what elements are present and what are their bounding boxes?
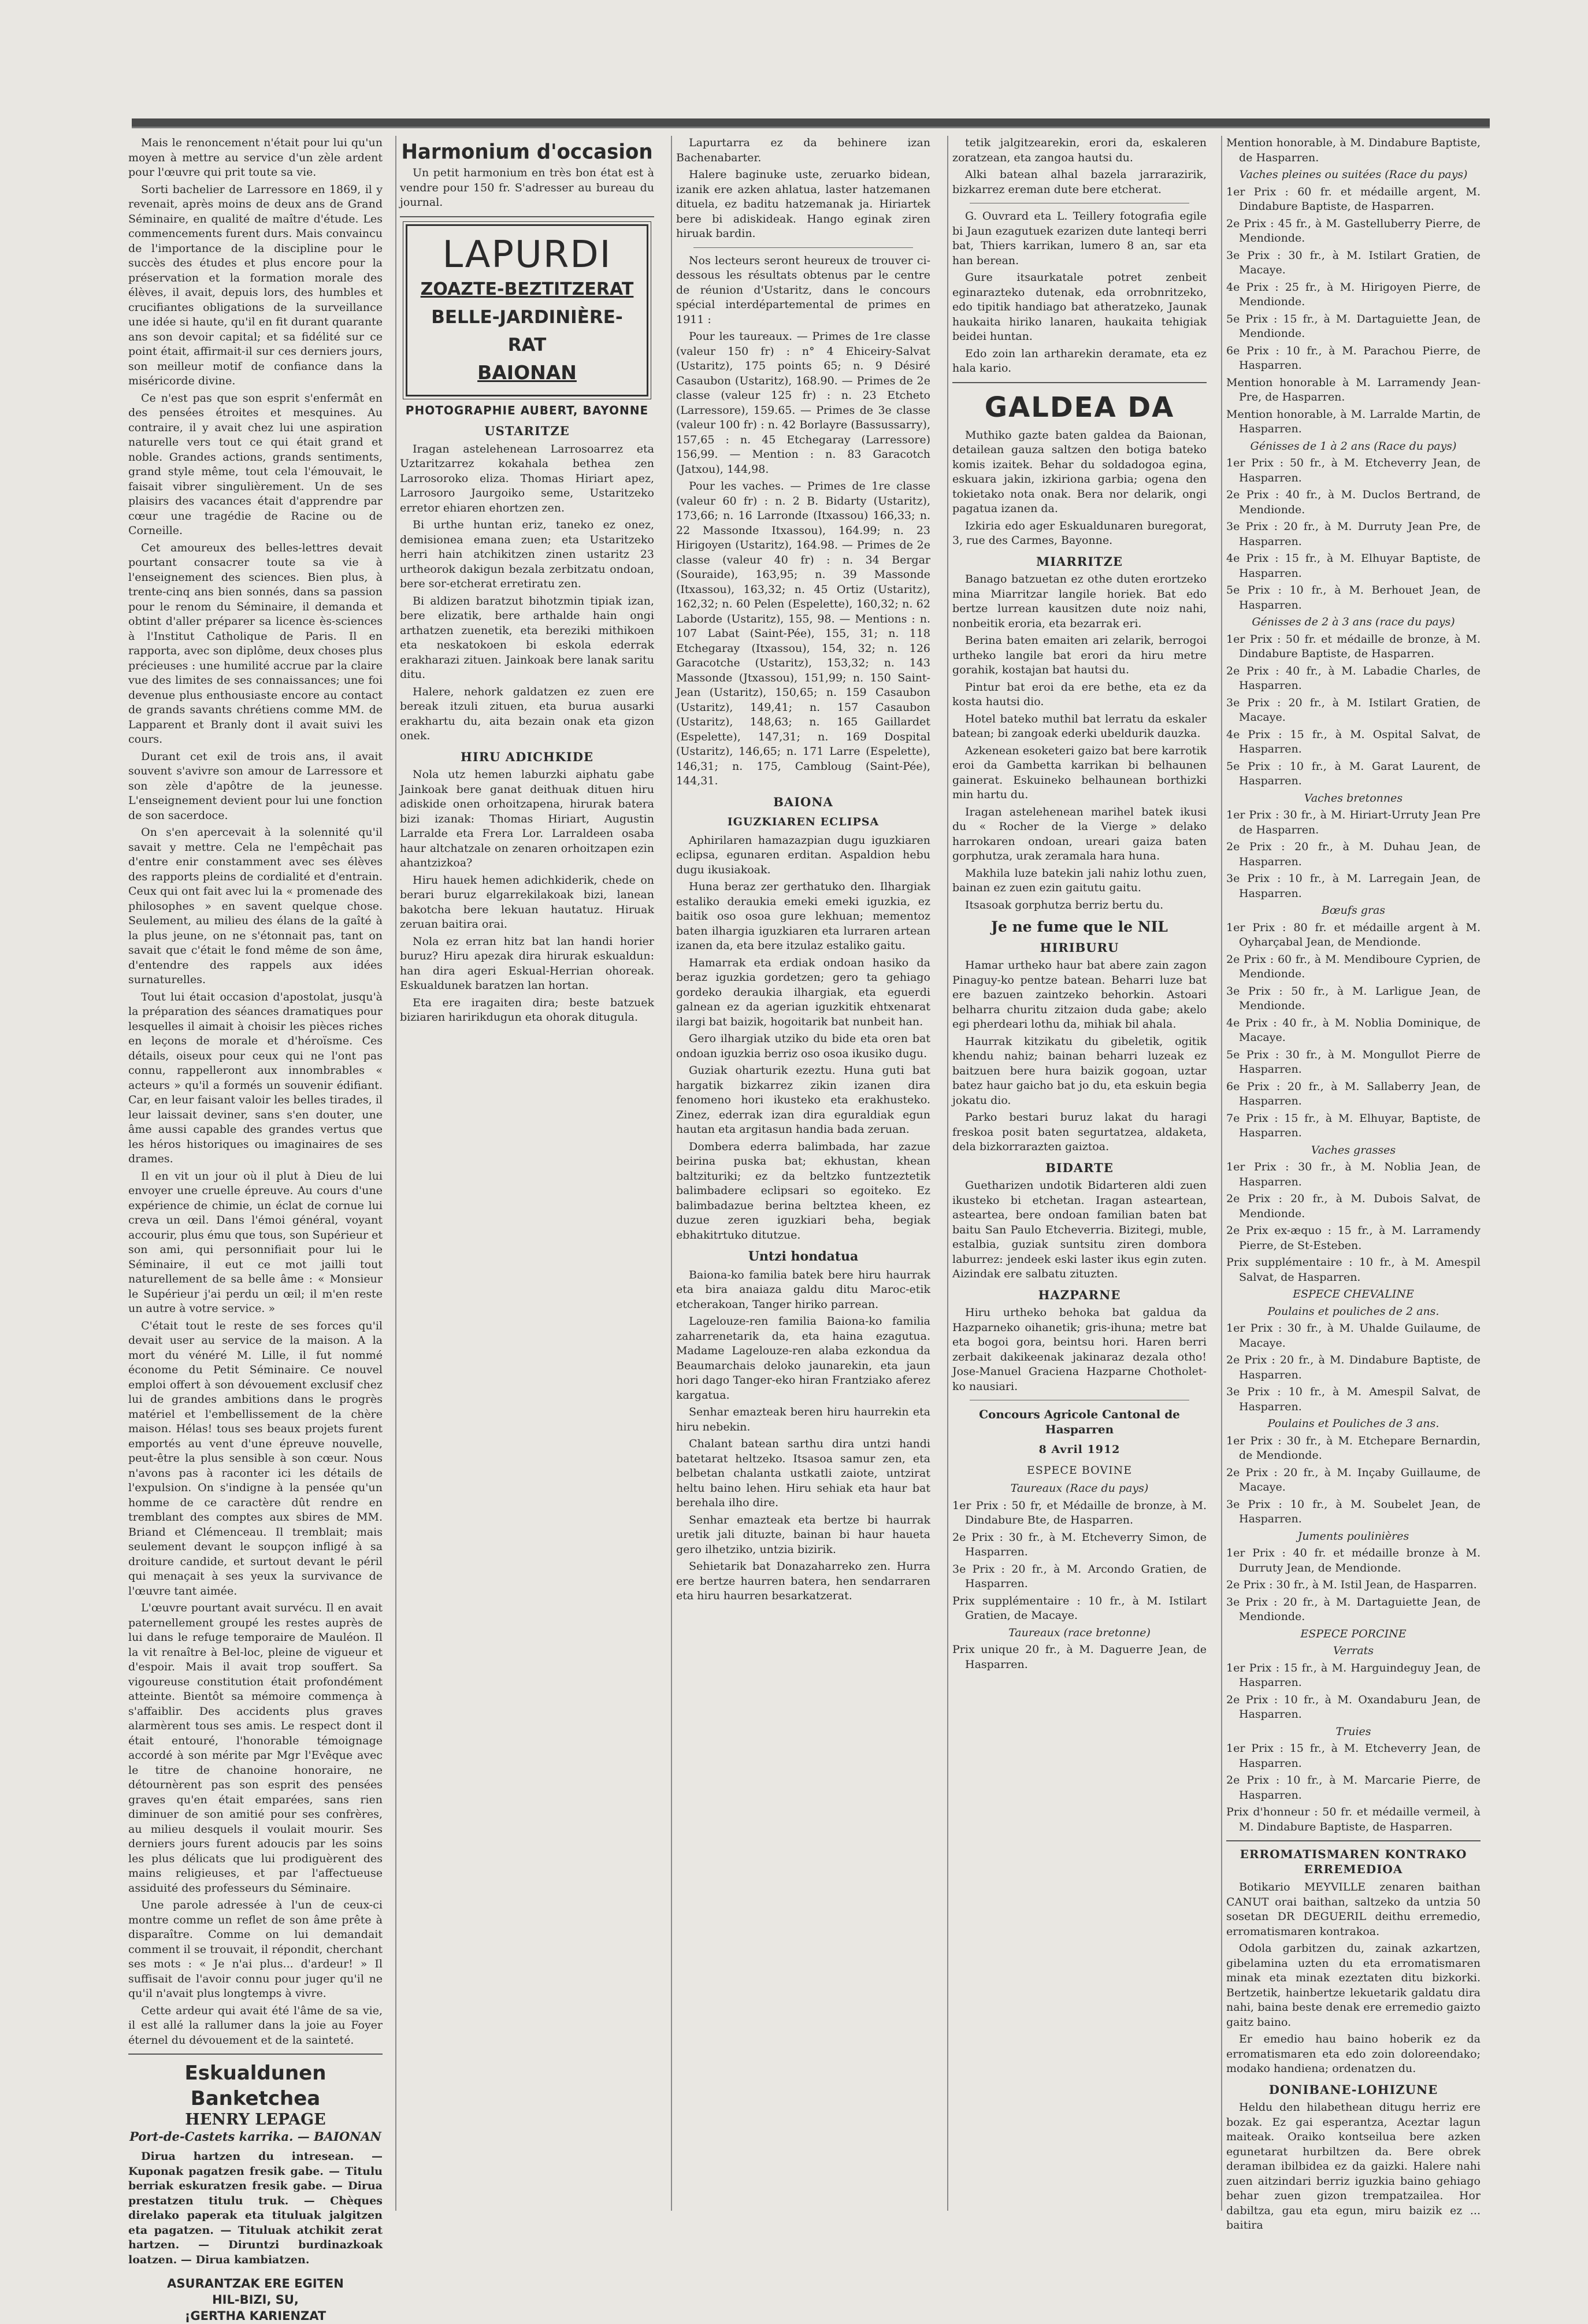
- concours-category: ESPECE BOVINE: [1026, 1463, 1133, 1477]
- column-divider: [947, 136, 948, 2211]
- article-paragraph: Baiona-ko familia batek bere hiru haurrak eta bira anaiaza galdu ditu Maroc-etik etcherakoan, Tanger hiriko parrean.: [676, 1268, 930, 1311]
- prize-category: Bœufs gras: [1321, 904, 1386, 917]
- prize-entry: Mention honorable, à M. Dindabure Baptiste, de Hasparren.: [1226, 136, 1481, 164]
- concours-subcategory: Taureaux (Race du pays): [1010, 1482, 1149, 1495]
- prize-category: Génisses de 1 à 2 ans (Race du pays): [1250, 439, 1457, 453]
- article-paragraph: Botikario MEYVILLE zenaren baithan CANUT orai baithan, saltzeko da untzia 50 sosetan DR DEGUERIL deithu erremedio, erromatismaren kontrakoa.: [1226, 1881, 1481, 1938]
- prize-entry: 1er Prix : 40 fr. et médaille bronze à M. Durruty Jean, de Mendionde.: [1226, 1547, 1481, 1574]
- prize-entry: 6e Prix : 10 fr., à M. Parachou Pierre, de Hasparren.: [1226, 344, 1481, 372]
- article-paragraph: Odola garbitzen du, zainak azkartzen, gibelamina uzten du eta erromatismaren minak eta minak ezeztaten ditu bizkorki. Bertzetik, hainbertze lekuetarik galdatu dira nahi, baina beste denak ere erremedio gaizto gaitz baino.: [1226, 1942, 1481, 2029]
- bank-address: Port-de-Castets karrika. — BAIONAN: [129, 2129, 381, 2144]
- section-title: Untzi hondatua: [748, 1249, 859, 1264]
- prize-category: Vaches grasses: [1311, 1143, 1396, 1157]
- article-paragraph: Parko bestari buruz lakat du haragi freskoa posit baten segurtatzea, aldaketa, dela bizkorrarazten gaiztoa.: [952, 1111, 1207, 1153]
- separator: [128, 2054, 383, 2055]
- article-paragraph: Bi urthe huntan eriz, taneko ez onez, demisionea emana zuen; eta Ustaritzeko herri hain atchikitzen zinen ustaritz 23 urtheorok dakigun bezala zerbitzatu ondoan, bere sor-etcherat erretiratu zen.: [400, 518, 654, 590]
- article-paragraph: Iragan astelehenean Larrosoarrez eta Uztaritzarrez kokahala bethea zen Larrosoroko eliza. Thomas Hiriart apez, Larrosoro Jaurgoiko seme, Ustaritzeko erretor ehiaren ehortzen zen.: [400, 442, 654, 514]
- prize-category: ESPECE CHEVALINE: [1293, 1288, 1414, 1300]
- prize-entry: 2e Prix : 10 fr., à M. Marcarie Pierre, de Hasparren.: [1226, 1774, 1481, 1802]
- article-paragraph: Alki batean alhal bazela jarrarazirik, bizkarrez ereman dute bere etcherat.: [952, 168, 1207, 196]
- harmonium-title: Harmonium d'occasion: [401, 140, 653, 164]
- concours-title: Concours Agricole Cantonal de Hasparren: [979, 1407, 1180, 1436]
- article-paragraph: Ce n'est pas que son esprit s'enfermât en des pensées étroites et mesquines. Au contraire, il y avait chez lui une aspiration naturelle vers tout ce qui était grand et noble. Grandes actions, grands sentiments, grand style même, tout cela l'émouvait, le faisait vibrer singulièrement. Un de ses plaisirs des vacances était d'apprendre par cœur une tragédie de Racine ou de Corneille.: [128, 391, 383, 537]
- article-paragraph: Gure itsaurkatale potret zenbeit eginarazteko dutenak, eda orrobnritzeko, edo tipitik handiago bat atheratzeko, Jaunak haukaita hiriko lanaren, haukaita tehigiak beidei huntan.: [952, 271, 1207, 343]
- article-paragraph: Tout lui était occasion d'apostolat, jusqu'à la préparation des séances dramatiques pour lesquelles il aimait à choisir les pièces riches en leçons de morale et d'héroïsme. Ces détails, oiseux pour ceux qui ne l'ont pas connu, rappelleront aux innombrables « acteurs » qu'il a formés un souvenir édifiant. Car, en leur faisant valoir les belles tirades, il leur laissait deviner, sans s'en douter, une âme aussi capable des grandes vertus que les héros historiques ou imaginaires de ses drames.: [128, 990, 383, 1165]
- section-title: HIRIBURU: [1040, 940, 1119, 955]
- article-paragraph: Pintur bat eroi da ere bethe, eta ez da kosta hautsi dio.: [952, 680, 1207, 708]
- section-title: USTARITZE: [484, 424, 570, 438]
- header-rule: [132, 118, 1490, 128]
- prize-entry: 3e Prix : 30 fr., à M. Istilart Gratien, de Macaye.: [1226, 249, 1481, 276]
- section-title: MIARRITZE: [1036, 554, 1123, 569]
- article-paragraph: Hamar urtheko haur bat abere zain zagon Pinaguy-ko pentze batean. Beharri luze bat ere bazuen zaintzeko behorkin. Astoari belharra churitu zitzaion duda gabe; akelo egi pherdeari lothu da, mihiak bil ahala.: [952, 959, 1207, 1031]
- prize-entry: 2e Prix ex-æquo : 15 fr., à M. Larramendy Pierre, de St-Esteben.: [1226, 1224, 1481, 1252]
- article-paragraph: Durant cet exil de trois ans, il avait souvent s'avivre son amour de Larressore et son zèle d'apôtre de la jeunesse. L'enseignement devient pour lui une fonction de son sacerdoce.: [128, 750, 383, 822]
- separator: [400, 216, 654, 217]
- article-paragraph: Er emedio hau baino hoberik ez da erromatismaren eta edo zoin doloreendako; modako handiena; ordenatzen du.: [1226, 2033, 1481, 2075]
- prize-entry: 1er Prix : 80 fr. et médaille argent à M. Oyharçabal Jean, de Mendionde.: [1226, 921, 1481, 948]
- article-paragraph: Hiru hauek hemen adichkiderik, chede on berari buruz elgarrekilakoak bizi, lanean bakotcha bere lekuan hautatuz. Hiruak zeruan baitira orai.: [400, 873, 654, 931]
- article-paragraph: Eta ere iragaiten dira; beste batzuek biziaren haririkdugun eta ohorak ditugula.: [400, 996, 654, 1024]
- fume-advert: Je ne fume que le NIL: [991, 918, 1168, 935]
- ad-brand: LAPURDI: [442, 233, 612, 276]
- galdea-text: Muthiko gazte baten galdea da Baionan, detailean gauza saltzen den botiga bateko komis izaitek. Behar du soldadogoa egina, eskuara jakin, izkiriona garbia; ogena den tokietako nota onak. Bera nor delarik, ongi pagatua izanen da.: [952, 428, 1207, 515]
- prize-entry: 5e Prix : 15 fr., à M. Dartaguiette Jean, de Mendionde.: [1226, 312, 1481, 340]
- article-paragraph: Cette ardeur qui avait été l'âme de sa vie, il est allé la rallumer dans la joie au Foyer éternel du dévouement et de la sainteté.: [128, 2004, 383, 2047]
- article-paragraph: Nola ez erran hitz bat lan handi horier buruz? Hiru apezak dira hirurak eskualdun: han dira ageri Eskual-Herrian ohoreak. Eskualdunek baratzen lan hortan.: [400, 935, 654, 992]
- prize-category: Juments poulinières: [1297, 1529, 1409, 1543]
- prize-entry: 2e Prix : 20 fr., à M. Duhau Jean, de Hasparren.: [1226, 840, 1481, 868]
- prize-entry: 3e Prix : 20 fr., à M. Dartaguiette Jean, de Mendionde.: [1226, 1595, 1481, 1623]
- prize-entry: 4e Prix : 15 fr., à M. Ospital Salvat, de Hasparren.: [1226, 728, 1481, 755]
- prize-entry: 2e Prix : 40 fr., à M. Labadie Charles, de Hasparren.: [1226, 664, 1481, 692]
- column-1: [128, 136, 383, 2323]
- separator: [1226, 1840, 1481, 1841]
- ad-line: BELLE-JARDINIÈRE-RAT: [431, 306, 623, 355]
- prize-list: [952, 1499, 1207, 1673]
- article-paragraph: Senhar emazteak beren hiru haurrekin eta hiru nebekin.: [676, 1406, 930, 1433]
- article-paragraph: Banago batzuetan ez othe duten erortzeko mina Miarritzar langile horiek. Bat edo bertze lurrean kausitzen dute noiz nahi, nonbeitik eroria, eta bezarrak eri.: [952, 573, 1207, 630]
- prize-entry: 4e Prix : 15 fr., à M. Elhuyar Baptiste, de Hasparren.: [1226, 552, 1481, 580]
- prize-list: [1226, 136, 1481, 1834]
- article-paragraph: Nos lecteurs seront heureux de trouver ci-dessous les résultats obtenus par le centre de réunion d'Ustaritz, dans le concours spécial interdépartemental de primes en 1911 :: [676, 254, 930, 326]
- article-paragraph: Iragan astelehenean marihel batek ikusi du « Rocher de la Vierge » delako harrokaren ondoan, ureari gaiza baten gorphutza, urak zeramala hara huna.: [952, 805, 1207, 862]
- harmonium-text: Un petit harmonium en très bon état est à vendre pour 150 fr. S'adresser au bureau du journal.: [400, 166, 654, 209]
- prize-entry: 1er Prix : 50 fr. et médaille de bronze, à M. Dindabure Baptiste, de Hasparren.: [1226, 632, 1481, 660]
- prize-entry: 1er Prix : 30 fr., à M. Uhalde Guilaume, de Macaye.: [1226, 1322, 1481, 1350]
- article-paragraph: Halere baginuke uste, zeruarko bidean, izanik ere azken ahlatua, laster hatzemanen dituela, ez baditu hatzemanak ja. Hiriartek bere bi adiskideak. Hango eginak ziren hiruak bardin.: [676, 168, 930, 240]
- article-paragraph: Hotel bateko muthil bat lerratu da eskaler batean; bi zangoak ederki ubeldurik dauzka.: [952, 712, 1207, 740]
- prize-entry: 1er Prix : 50 fr, et Médaille de bronze, à M. Dindabure Bte, de Hasparren.: [952, 1499, 1207, 1526]
- ad-line: ZOAZTE-BEZTITZERAT: [420, 279, 634, 299]
- article-paragraph: Pour les vaches. — Primes de 1re classe (valeur 60 fr) : n. 2 B. Bidarty (Ustaritz), 173,66; n. 16 Larronde (Itxassou) 166,33; n. 22 Massonde Itxassou), 164.99; n. 23 Hirigoyen (Ustaritz), 164.98. — Primes de 2e classe (valeur 40 fr) : n. 34 Bergar (Souraide), 163,95; n. 39 Massonde (Itxassou), 163,32; n. 45 Ortiz (Ustaritz), 162,32; n. 60 Pelen (Espelette), 160,32; n. 62 Laborde (Ustaritz), 155, 98. — Mentions : n. 107 Labat (Saint-Pée), 155, 31; n. 118 Etchegaray (Itxassou), 154, 32; n. 126 Garacotche (Ustaritz), 153,32; n. 143 Massonde (Jtxassou), 151,99; n. 150 Saint-Jean (Ustaritz), 150,65; n. 159 Casaubon (Ustaritz), 149,41; n. 157 Casaubon (Ustaritz), 148,63; n. 165 Gaillardet (Espelette), 147,31; n. 169 Dospital (Ustaritz), 146,65; n. 171 Larre (Espelette), 146,31; n. 175, Cambloug (Saint-Pée), 144,31.: [676, 480, 930, 787]
- article-paragraph: Berina baten emaiten ari zelarik, berrogoi urtheko langile bat erori da hiru metre gorahik, kostajan bat hautsi du.: [952, 634, 1207, 676]
- bank-text: Dirua hartzen du intresean. — Kuponak pagatzen fresik gabe. — Titulu berriak eskuratzen fresik gabe. — Dirua prestatzen titulu truk. — Chèques direlako paperak eta tituluak jalgitzen eta pagatzen. — Tituluak atchikit zerat hartzen. — Diruntzi burdinazkoak loatzen. — Dirua kambiatzen.: [128, 2150, 383, 2266]
- column-3: [676, 136, 930, 2216]
- article-paragraph: Il en vit un jour où il plut à Dieu de lui envoyer une cruelle épreuve. Au cours d'une expérience de chimie, un éclat de cornue lui creva un œil. Dans l'émoi général, voyant accourir, plus ému que tous, son Supérieur et son ami, qui personnifiait pour lui le Séminaire, il eut ce mot jailli tout naturellement de sa belle âme : « Monsieur le Supérieur j'ai perdu un œil; il m'en reste un autre à votre service. »: [128, 1169, 383, 1315]
- separator: [952, 382, 1207, 383]
- prize-entry: 4e Prix : 25 fr., à M. Hirigoyen Pierre, de Mendionde.: [1226, 280, 1481, 308]
- prize-entry: 3e Prix : 10 fr., à M. Amespil Salvat, de Hasparren.: [1226, 1385, 1481, 1413]
- prize-category: Poulains et Pouliches de 3 ans.: [1267, 1417, 1439, 1430]
- prize-entry: 3e Prix : 10 fr., à M. Larregain Jean, de Hasparren.: [1226, 872, 1481, 900]
- bank-title: Eskualdunen Banketchea: [184, 2062, 326, 2110]
- prize-entry: 3e Prix : 20 fr., à M. Durruty Jean Pre, de Hasparren.: [1226, 520, 1481, 548]
- article-paragraph: L'œuvre pourtant avait survécu. Il en avait paternellement groupé les restes auprès de lui dans le refuge temporaire de Mauléon. Il la vit renaître à Bel-loc, pleine de vigueur et d'espoir. Mais il avait trop souffert. Sa vigoureuse constitution était profondément atteinte. Bientôt sa mémoire commença à s'affaiblir. Des accidents plus graves alarmèrent tous ses amis. Le respect dont il était entouré, l'honorable témoignage accordé à son mérite par Mgr l'Evêque avec le titre de chanoine honoraire, ne détournèrent pas son esprit des pensées graves qu'en était emparées, sans rien diminuer de son amitié pour ses confrères, au milieu desquels il voulait mourir. Ses derniers jours furent adoucis par les soins les plus délicats que lui prodiguèrent des mains religieuses, et par l'affectueuse assiduité des professeurs du Séminaire.: [128, 1602, 383, 1895]
- prize-category: Vaches pleines ou suitées (Race du pays): [1239, 168, 1468, 181]
- article-paragraph: Pour les taureaux. — Primes de 1re classe (valeur 150 fr) : n° 4 Ehiceiry-Salvat (Ustaritz), 175 points 65; n. 9 Désiré Casaubon (Ustaritz), 168.90. — Primes de 2e classe (valeur 125 fr) : n. 23 Etcheto (Larressore), 159.65. — Primes de 3e classe (valeur 100 fr) : n. 42 Borlayre (Bassussarry), 157,65 : n. 45 Etchegaray (Larressore) 156,99. — Mention : n. 83 Garacotch (Jatxou), 144,98.: [676, 330, 930, 476]
- prize-entry: 7e Prix : 15 fr., à M. Elhuyar, Baptiste, de Hasparren.: [1226, 1111, 1481, 1139]
- prize-entry: 3e Prix : 20 fr., à M. Arcondo Gratien, de Hasparren.: [952, 1562, 1207, 1590]
- prize-entry: 2e Prix : 30 fr., à M. Istil Jean, de Hasparren.: [1226, 1578, 1477, 1591]
- article-paragraph: Sehietarik bat Donazaharreko zen. Hurra ere bertze haurren batera, hen sendarraren eta hiru haurren besarkatzerat.: [676, 1560, 930, 1602]
- article-paragraph: Huna beraz zer gerthatuko den. Ilhargiak estaliko deraukia emeki emeki iguzkia, ez baitik oso osoa gure lekhuan; mementoz baten ilhargia iguzkiaren eta lurraren artean izanen da, eta bere itzulaz estaliko gaitu.: [676, 880, 930, 952]
- section-title: BAIONA: [773, 794, 833, 809]
- article-paragraph: tetik jalgitzearekin, erori da, eskaleren zoratzean, eta zangoa hautsi du.: [952, 136, 1207, 164]
- prize-entry: Prix unique 20 fr., à M. Daguerre Jean, de Hasparren.: [952, 1643, 1207, 1671]
- column-divider: [395, 136, 396, 2211]
- article-paragraph: Halere, nehork galdatzen ez zuen ere bereak itzuli zituen, eta burua ausarki erakhartu du, aita bezain onak eta gizon onek.: [400, 685, 654, 742]
- section-title: DONIBANE-LOHIZUNE: [1268, 2082, 1438, 2097]
- prize-category: Génisses de 2 à 3 ans (race du pays): [1252, 616, 1455, 628]
- insurance-line: HIL-BIZI, SU,: [212, 2293, 299, 2307]
- prize-entry: 2e Prix : 40 fr., à M. Duclos Bertrand, de Mendionde.: [1226, 488, 1481, 516]
- ad-line: BAIONAN: [477, 361, 577, 384]
- article-paragraph: Mais le renoncement n'était pour lui qu'un moyen à mettre au service d'un zèle ardent pour l'œuvre qui prit toute sa vie.: [128, 136, 383, 179]
- prize-entry: 1er Prix : 50 fr., à M. Etcheverry Jean, de Hasparren.: [1226, 457, 1481, 484]
- article-paragraph: Lagelouze-ren familia Baiona-ko familia zaharrenetarik da, eta haina ezagutua. Madame Lagelouze-ren alaba ezkondua da Beaumarchais deloko jaunarekin, eta jaun hori dago Tanger-eko hiran Frantziako aferez kargatua.: [676, 1315, 930, 1402]
- prize-entry: 5e Prix : 10 fr., à M. Berhouet Jean, de Hasparren.: [1226, 584, 1481, 611]
- photo-credit: PHOTOGRAPHIE AUBERT, BAYONNE: [405, 403, 649, 417]
- prize-category: ESPECE PORCINE: [1300, 1627, 1407, 1640]
- insurance-line: ¡GERTHA KARIENZAT: [184, 2309, 326, 2323]
- article-paragraph: Bi aldizen baratzut bihotzmin tipiak izan, bere elizatik, bere arthalde hain ongi arthatzen zuenetik, eta bereziki mithikoen eta neskatokoen bi eskola ederrak erakharazi zituen. Jainkoak bere lanak saritu ditu.: [400, 594, 654, 681]
- prize-entry: Prix supplémentaire : 10 fr., à M. Amespil Salvat, de Hasparren.: [1226, 1256, 1481, 1284]
- article-paragraph: Sorti bachelier de Larressore en 1869, il y revenait, après moins de deux ans de Grand Séminaire, en qualité de maître d'étude. Les commencements furent durs. Mais convaincu de l'importance de la discipline pour le succès des études et plus encore pour la préservation et la formation morale des élèves, il avait, depuis lors, des humbles et crucifiantes obligations de la surveillance une idée si haute, qu'il en fit durant quarante ans son devoir capital; et sa fidélité sur ce point était, affirmait-il sur ces derniers jours, son meilleur motif de confiance dans la miséricorde divine.: [128, 183, 383, 387]
- section-title: HAZPARNE: [1038, 1287, 1121, 1302]
- column-4: [952, 136, 1207, 2216]
- article-paragraph: C'était tout le reste de ses forces qu'il devait user au service de la maison. A la mort du vénéré M. Lille, il fut nommé économe du Petit Séminaire. Ce nouvel emploi offert à son dévouement exclusif chez lui de grandes ambitions dans le progrès matériel et l'embellissement de la chère maison. Hélas! tous ses beaux projets furent emportés au vent d'une épreuve nouvelle, peut-être la plus sensible à son cœur. Nous n'avons pas à raconter ici les détails de l'expulsion. On s'indigne à la pensée qu'un homme de ce caractère dût rendre en tremblant des comptes aux sbires de MM. Briand et Clémenceau. Il tremblait; mais seulement devant le soupçon infligé à sa droiture candide, et surtout devant le péril qui menaçait à ses yeux la survivance de l'œuvre tant aimée.: [128, 1319, 383, 1597]
- prize-category: Verrats: [1333, 1644, 1374, 1657]
- prize-entry: 6e Prix : 20 fr., à M. Sallaberry Jean, de Hasparren.: [1226, 1080, 1481, 1107]
- column-5: [1226, 136, 1481, 2232]
- bank-advert: [128, 2060, 383, 2145]
- galdea-title: GALDEA DA: [984, 391, 1175, 424]
- prize-entry: 5e Prix : 30 fr., à M. Mongullot Pierre de Hasparren.: [1226, 1048, 1481, 1076]
- prize-entry: 5e Prix : 10 fr., à M. Garat Laurent, de Hasparren.: [1226, 759, 1481, 787]
- article-paragraph: Senhar emazteak eta bertze bi haurrak uretik jali dituzte, bainan bi haur haueta gero ilhetziko, untzia bizirik.: [676, 1513, 930, 1556]
- column-divider: [671, 136, 672, 2211]
- prize-entry: 2e Prix : 45 fr., à M. Gastelluberry Pierre, de Mendionde.: [1226, 217, 1481, 244]
- article-paragraph: Hiru urtheko behoka bat galdua da Hazparneko oihanetik; gris-ihuna; metre bat eta bogoi gora, beintsu hori. Haren berri zerbait dakikeenak jakinaraz dezala otho! Jose-Manuel Graciena Hazparne Chotholet-ko nausiari.: [952, 1306, 1207, 1393]
- article-paragraph: On s'en apercevait à la solennité qu'il savait y mettre. Cela ne l'empêchait pas d'entre enir constamment avec ses élèves des rapports pleins de cordialité et d'entrain. Ceux qui ont fait avec lui la « promenade des philosophes » en savent quelque chose. Seulement, au milieu des élans de la gaîté à la plus jeune, on ne s'étonnait pas, tant on savait que c'était le fond même de son âme, d'entendre des rappels aux idées surnaturelles.: [128, 826, 383, 986]
- article-paragraph: Azkenean esoketeri gaizo bat bere karrotik eroi da Gambetta karrikan bi belhaunen gainerat. Eskuineko belhaunean borthizki min hartu du.: [952, 744, 1207, 801]
- prize-entry: 1er Prix : 30 fr., à M. Noblia Jean, de Hasparren.: [1226, 1161, 1481, 1188]
- column-2: [400, 136, 654, 2216]
- prize-entry: 3e Prix : 50 fr., à M. Larligue Jean, de Mendionde.: [1226, 984, 1481, 1012]
- article-paragraph: Aphirilaren hamazazpian dugu iguzkiaren eclipsa, egunaren erditan. Aspaldion hebu dugu ikusiakoak.: [676, 833, 930, 876]
- prize-entry: 2e Prix : 30 fr., à M. Etcheverry Simon, de Hasparren.: [952, 1530, 1207, 1558]
- prize-category: Truies: [1335, 1725, 1371, 1738]
- bank-owner: HENRY LEPAGE: [185, 2111, 326, 2129]
- section-title: HIRU ADICHKIDE: [461, 749, 593, 764]
- prize-entry: 2e Prix : 20 fr., à M. Inçaby Guillaume, de Macaye.: [1226, 1466, 1481, 1493]
- article-paragraph: Lapurtarra ez da behinere izan Bachenabarter.: [676, 136, 930, 164]
- article-paragraph: Haurrak kitzikatu du gibeletik, ogitik khendu nahiz; bainan beharri luzeak ez baitzuen bere hura baizik gogoan, uztar batez haur gaicho bat jo du, eta eskuin begia jokatu dio.: [952, 1035, 1207, 1107]
- article-paragraph: Makhila luze batekin jali nahiz lothu zuen, bainan ez zuen ezin gaitutu gaitu.: [952, 866, 1207, 894]
- prize-entry: Prix d'honneur : 50 fr. et médaille vermeil, à M. Dindabure Baptiste, de Hasparren.: [1226, 1806, 1481, 1833]
- prize-entry: Mention honorable, à M. Larralde Martin, de Hasparren.: [1226, 407, 1481, 435]
- column-divider: [1221, 136, 1222, 2211]
- article-paragraph: Chalant batean sarthu dira untzi handi batetarat heltzeko. Itsasoa samur zen, eta belbetan chalanta ustkatli zaiote, untzirat heltu baino lehen. Hiru sehiak eta haur bat berehala ilho dire.: [676, 1437, 930, 1509]
- article-paragraph: Gero ilhargiak utziko du bide eta oren bat ondoan iguzkia berriz oso osoa ikusiko dugu.: [676, 1032, 930, 1060]
- prize-entry: 1er Prix : 60 fr. et médaille argent, M. Dindabure Baptiste, de Hasparren.: [1226, 185, 1481, 213]
- prize-entry: 1er Prix : 30 fr., à M. Etchepare Bernardin, de Mendionde.: [1226, 1434, 1481, 1462]
- article-paragraph: Itsasoak gorphutza berriz bertu du.: [965, 898, 1164, 911]
- prize-entry: 4e Prix : 40 fr., à M. Noblia Dominique, de Macaye.: [1226, 1016, 1481, 1044]
- insurance-notice: [128, 2275, 383, 2324]
- article-paragraph: Guetharizen undotik Bidarteren aldi zuen ikusteko bi etchetan. Iragan asteartean, asteartea, bere ondoan familian baten bat baitu San Paulo Etcheverria. Bizitegi, muble, estalbia, guziak suntsitu ziren dombora laburrez: jendeek eski laster ikus egin zuten. Aizindak ere salbatu zituzten.: [952, 1179, 1207, 1280]
- prize-entry: 1er Prix : 15 fr., à M. Etcheverry Jean, de Hasparren.: [1226, 1742, 1481, 1770]
- article-paragraph: Nola utz hemen laburzki aiphatu gabe Jainkoak bere ganat deithuak dituen hiru adiskide onen orhoitzapena, hirurak batera bizi izanak: Thomas Hiriart, Augustin Larralde eta Frera Lor. Larraldeen osaba haur altchatzale on zenaren orhoitzapen ezin ahantzizkoa?: [400, 768, 654, 869]
- prize-category: Vaches bretonnes: [1304, 791, 1403, 805]
- prize-entry: 1er Prix : 15 fr., à M. Harguindeguy Jean, de Hasparren.: [1226, 1661, 1481, 1689]
- separator: [693, 247, 913, 248]
- prize-category: Poulains et pouliches de 2 ans.: [1267, 1304, 1439, 1318]
- article-paragraph: Dombera ederra balimbada, har zazue beirina puska bat; ekhustan, khean baltzituriki; ez da beltzko funtzeztetik balimbadere eclipsari so egoiteko. Ez balimbadazue berina beltztea kheen, ez duzue zeren iguzkiari beha, begiak ebhakitrtuko ditutzue.: [676, 1140, 930, 1241]
- article-paragraph: Edo zoin lan artharekin deramate, eta ez hala kario.: [952, 347, 1207, 375]
- section-title: BIDARTE: [1045, 1160, 1114, 1175]
- prize-entry: Mention honorable à M. Larramendy Jean-Pre, de Hasparren.: [1226, 376, 1481, 403]
- concours-subcategory: Taureaux (race bretonne): [1008, 1626, 1151, 1639]
- prize-entry: 2e Prix : 10 fr., à M. Oxandaburu Jean, de Hasparren.: [1226, 1693, 1481, 1721]
- prize-entry: 2e Prix : 20 fr., à M. Dindabure Baptiste, de Hasparren.: [1226, 1354, 1481, 1381]
- article-paragraph: G. Ouvrard eta L. Teillery fotografia egile bi Jaun ezagutuek ezarizen dute lanteqi berri bat, Thiers karrikan, lumero 8 an, sar eta han berean.: [952, 210, 1207, 267]
- prize-entry: 2e Prix : 60 fr., à M. Mendiboure Cyprien, de Mendionde.: [1226, 952, 1481, 980]
- prize-entry: Prix supplémentaire : 10 fr., à M. Istilart Gratien, de Macaye.: [952, 1594, 1207, 1622]
- insurance-line: ASURANTZAK ERE EGITEN: [167, 2277, 344, 2290]
- prize-entry: 3e Prix : 20 fr., à M. Istilart Gratien, de Macaye.: [1226, 696, 1481, 724]
- article-paragraph: Heldu den hilabethean ditugu herriz ere bozak. Ez gai esperantza, Aceztar lagun maiteak. Oraiko kontseilua bere azken egunetarat hurbiltzen da. Bere obrek deraman ibilbidea ez da gaizki. Halere nahi zuen aitzindari berriz iguzkia baino gehiago behar zuen gizon trempatzailea. Hor dabiltza, gau eta egun, miru baizik ez ... baitira: [1226, 2101, 1481, 2232]
- section-subtitle: IGUZKIAREN ECLIPSA: [727, 816, 880, 828]
- article-paragraph: Cet amoureux des belles-lettres devait pourtant consacrer toute sa vie à l'enseignement des sciences. Bien plus, à trente-cinq ans bien sonnés, dans sa passion pour le renom du Séminaire, il demanda et obtint d'aller préparer sa licence ès-sciences à l'Institut Catholique de Paris. Il en rapporta, avec son diplôme, deux choses plus précieuses : une humilité accrue par la claire vue des limites de ses connaissances; une foi devenue plus enthousiaste encore au contact de grands savants chrétiens comme MM. de Lapparent et Branly dont il avait suivi les cours.: [128, 541, 383, 746]
- article-paragraph: Une parole adressée à l'un de ceux-ci montre comme un reflet de son âme prête à disparaître. Comme on lui demandait comment il se trouvait, il répondit, cherchant ses mots : « Je n'ai plus... d'ardeur! » Il suffisait de l'avoir connu pour juger qu'il ne qu'il n'avait plus longtemps à vivre.: [128, 1899, 383, 2000]
- lapurdi-advert: [406, 224, 648, 396]
- galdea-text: Izkiria edo ager Eskualdunaren buregorat, 3, rue des Carmes, Bayonne.: [952, 519, 1207, 547]
- section-title: ERROMATISMAREN KONTRAKO ERREMEDIOA: [1240, 1847, 1467, 1876]
- article-paragraph: Guziak oharturik ezeztu. Huna guti bat hargatik bizkarrez zikin izanen dira fenomeno hori ikusteko eta erakhusteko. Zinez, ederrak izan dira eguraldiak egun hautan eta argitasun handia bada zeruan.: [676, 1064, 930, 1136]
- article-paragraph: Hamarrak eta erdiak ondoan hasiko da beraz iguzkia gordetzen; gero ta gehiago gordeko deraukia ilhargiak, eta eguerdi galnean ez da agerian iguzkitik ehtxenarat ilargi bat baizik, hogoitarik bat nunbeit han.: [676, 956, 930, 1028]
- prize-entry: 1er Prix : 30 fr., à M. Hiriart-Urruty Jean Pre de Hasparren.: [1226, 809, 1481, 836]
- concours-date: 8 Avril 1912: [1038, 1443, 1120, 1456]
- prize-entry: 3e Prix : 10 fr., à M. Soubelet Jean, de Hasparren.: [1226, 1498, 1481, 1525]
- prize-entry: 2e Prix : 20 fr., à M. Dubois Salvat, de Mendionde.: [1226, 1192, 1481, 1220]
